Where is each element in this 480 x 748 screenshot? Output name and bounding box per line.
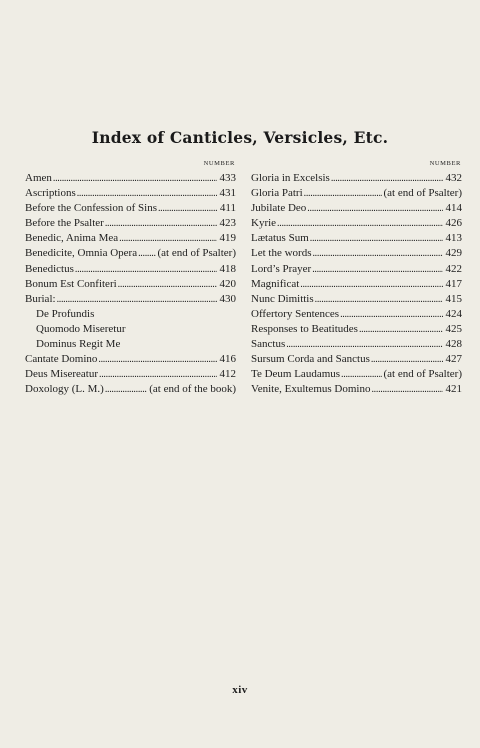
index-entry xyxy=(25,216,236,231)
index-entry xyxy=(251,307,462,322)
dot-leader xyxy=(158,201,217,216)
index-entry xyxy=(251,322,462,337)
entry-list xyxy=(25,171,236,397)
index-entry xyxy=(25,231,236,246)
index-entry xyxy=(251,367,462,382)
entry-number: 420 xyxy=(219,277,236,290)
index-entry xyxy=(25,382,236,397)
dot-leader xyxy=(371,352,443,367)
dot-leader xyxy=(304,186,382,201)
entry-number: 419 xyxy=(219,232,236,245)
entry-title: Venite, Exultemus Domino xyxy=(251,383,371,396)
index-entry xyxy=(25,322,236,337)
index-entry xyxy=(251,216,462,231)
entry-title: Quomodo Miseretur xyxy=(36,322,126,335)
index-entry xyxy=(25,367,236,382)
entry-title: Lætatus Sum xyxy=(251,232,309,245)
dot-leader xyxy=(286,337,443,352)
index-entry xyxy=(251,262,462,277)
dot-leader xyxy=(300,277,443,292)
dot-leader xyxy=(310,231,443,246)
entry-title: Magnificat xyxy=(251,277,300,290)
entry-number: 428 xyxy=(445,338,462,351)
entry-title: Benedic, Anima Mea xyxy=(25,232,119,245)
page-title: Index of Canticles, Versicles, Etc. xyxy=(91,128,389,147)
entry-number: (at end of Psalter) xyxy=(383,187,462,200)
entry-title: Before the Psalter xyxy=(25,217,104,230)
dot-leader xyxy=(312,246,443,261)
entry-number: 431 xyxy=(219,187,236,200)
entry-number: 433 xyxy=(219,172,236,184)
dot-leader xyxy=(331,171,443,186)
index-entry xyxy=(25,171,236,186)
entry-number: 413 xyxy=(445,232,462,245)
dot-leader xyxy=(312,262,443,277)
dot-leader xyxy=(105,216,217,231)
entry-title: Bonum Est Confiteri xyxy=(25,277,117,290)
entry-title: De Profundis xyxy=(36,307,95,320)
dot-leader xyxy=(98,352,217,367)
entry-title: Burial: xyxy=(25,292,56,305)
dot-leader xyxy=(77,186,217,201)
index-entry xyxy=(25,262,236,277)
index-entry xyxy=(251,201,462,216)
index-column-right xyxy=(251,156,462,397)
entry-number: 412 xyxy=(219,368,236,381)
entry-title: Responses to Beatitudes xyxy=(251,322,358,335)
index-entry xyxy=(251,292,462,307)
index-entry xyxy=(251,231,462,246)
dot-leader xyxy=(53,171,217,186)
index-entry xyxy=(251,246,462,261)
dot-leader xyxy=(359,322,443,337)
entry-title: Ascriptions xyxy=(25,187,76,200)
dot-leader xyxy=(138,246,155,261)
entry-title: Amen xyxy=(25,172,52,184)
index-entry xyxy=(251,352,462,367)
entry-title: Let the words xyxy=(251,247,312,260)
column-header: NUMBER xyxy=(203,160,235,167)
entry-number: 415 xyxy=(445,292,462,305)
entry-title: Benedicite, Omnia Opera xyxy=(25,247,138,260)
entry-number: 426 xyxy=(445,217,462,230)
entry-number: (at end of Psalter) xyxy=(157,247,236,260)
entry-title: Sursum Corda and Sanctus xyxy=(251,353,370,366)
index-entry xyxy=(25,201,236,216)
index-entry xyxy=(251,171,462,186)
entry-title: Sanctus xyxy=(251,338,286,351)
column-header: NUMBER xyxy=(429,160,461,167)
index-entry xyxy=(25,246,236,261)
index-entry xyxy=(25,307,236,322)
entry-title: Benedictus xyxy=(25,262,74,275)
entry-number: 414 xyxy=(445,202,462,215)
entry-number: 411 xyxy=(219,202,236,215)
entry-title: Cantate Domino xyxy=(25,353,98,366)
entry-title: Offertory Sentences xyxy=(251,307,340,320)
index-entry xyxy=(251,382,462,397)
entry-number: 421 xyxy=(445,383,462,396)
entry-number: 417 xyxy=(445,277,462,290)
entry-number: 427 xyxy=(445,353,462,366)
entry-number: 430 xyxy=(219,292,236,305)
entry-number: 424 xyxy=(445,307,462,320)
index-column-left xyxy=(25,156,236,397)
index-entry xyxy=(251,277,462,292)
entry-number: 416 xyxy=(219,353,236,366)
entry-number: (at end of the book) xyxy=(149,383,236,396)
entry-title: Kyrie xyxy=(251,217,277,230)
dot-leader xyxy=(341,367,381,382)
entry-number: 429 xyxy=(445,247,462,260)
entry-title: Nunc Dimittis xyxy=(251,292,314,305)
entry-number: (at end of Psalter) xyxy=(383,368,462,381)
index-entry xyxy=(25,186,236,201)
page-number: xiv xyxy=(232,684,248,696)
entry-number: 418 xyxy=(219,262,236,275)
dot-leader xyxy=(119,231,217,246)
entry-title: Dominus Regit Me xyxy=(36,338,121,351)
entry-number: 432 xyxy=(445,172,462,184)
dot-leader xyxy=(371,382,443,397)
entry-number: 423 xyxy=(219,217,236,230)
index-entry xyxy=(25,277,236,292)
dot-leader xyxy=(118,277,217,292)
entry-title: Before the Confession of Sins xyxy=(25,202,157,215)
index-entry xyxy=(251,186,462,201)
index-entry xyxy=(251,337,462,352)
entry-title: Te Deum Laudamus xyxy=(251,368,341,381)
entry-title: Gloria in Excelsis xyxy=(251,172,330,184)
dot-leader xyxy=(105,382,147,397)
dot-leader xyxy=(75,262,217,277)
dot-leader xyxy=(57,292,217,307)
entry-title: Jubilate Deo xyxy=(251,202,307,215)
entry-number: 425 xyxy=(445,322,462,335)
dot-leader xyxy=(315,292,443,307)
dot-leader xyxy=(99,367,217,382)
entry-number: 422 xyxy=(445,262,462,275)
dot-leader xyxy=(277,216,443,231)
entry-list xyxy=(251,171,462,397)
entry-title: Lord’s Prayer xyxy=(251,262,312,275)
index-entry xyxy=(25,337,236,352)
dot-leader xyxy=(340,307,443,322)
index-entry xyxy=(25,292,236,307)
entry-title: Doxology (L. M.) xyxy=(25,383,104,396)
entry-title: Deus Misereatur xyxy=(25,368,99,381)
entry-title: Gloria Patri xyxy=(251,187,303,200)
dot-leader xyxy=(307,201,443,216)
index-entry xyxy=(25,352,236,367)
